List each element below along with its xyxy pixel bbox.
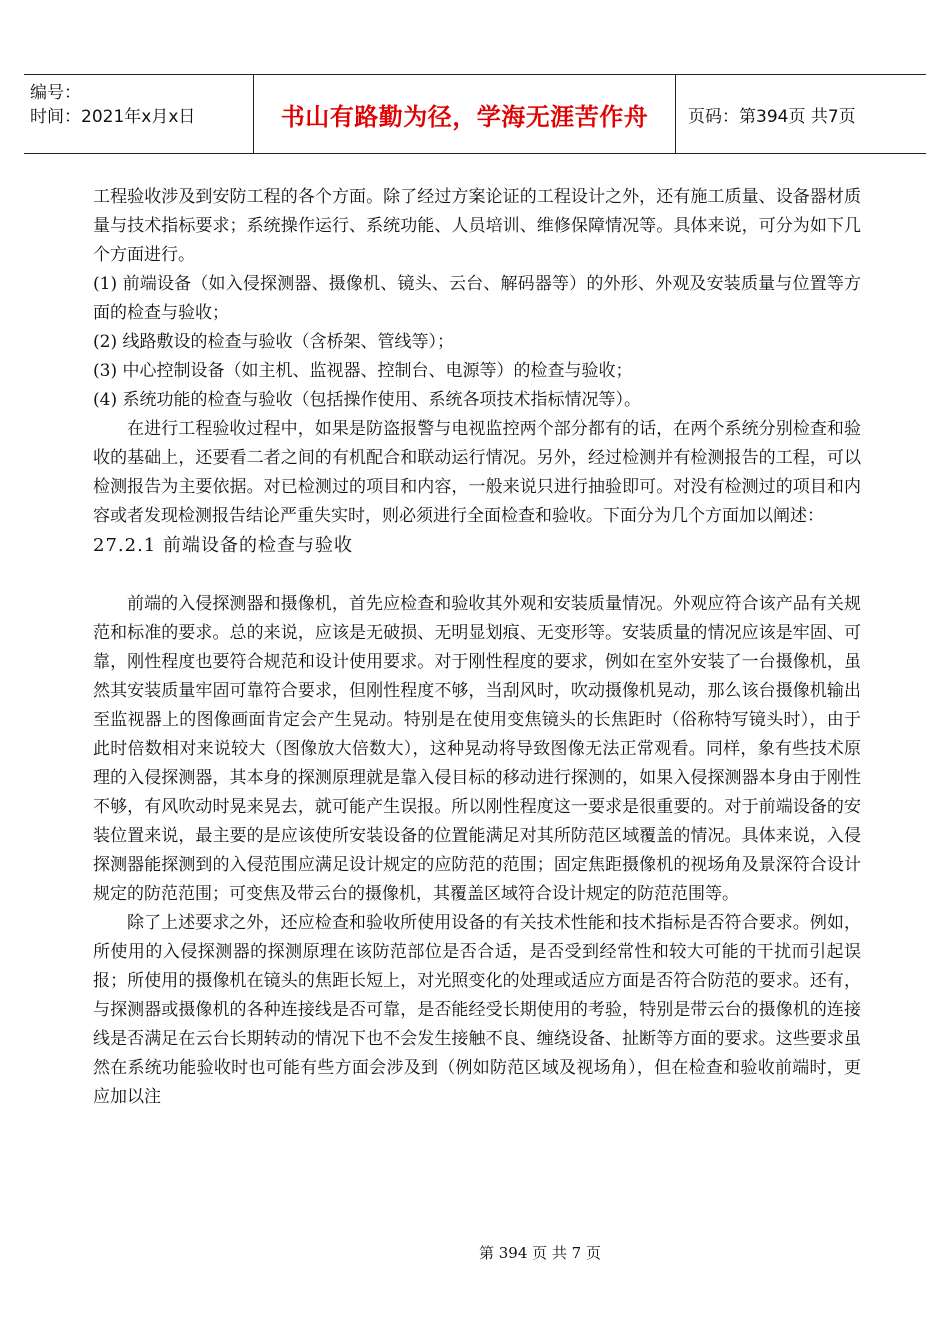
list-item: (4) 系统功能的检查与验收（包括操作使用、系统各项技术指标情况等）。 — [93, 390, 641, 410]
header-page-info: 页码：第394页 共7页 — [688, 106, 856, 127]
header-meta — [24, 75, 254, 153]
section-heading: 27.2.1 前端设备的检查与验收 — [93, 535, 353, 556]
page-footer: 第 394 页 共 7 页 — [478, 1244, 601, 1262]
page-header — [24, 74, 926, 154]
header-motto: 书山有路勤为径，学海无涯苦作舟 — [254, 75, 676, 153]
document-number-label: 编号： — [30, 83, 81, 103]
intro-paragraph: 工程验收涉及到安防工程的各个方面。除了经过方案论证的工程设计之外，还有施工质量、设备器材质量与技术指标要求；系统操作运行、系统功能、人员培训、维修保障情况等。具体来说，可分为如下几个方面进行。 — [93, 187, 861, 265]
list-item: (2) 线路敷设的检查与验收（含桥架、管线等）； — [93, 332, 454, 352]
body-paragraph: 前端的入侵探测器和摄像机，首先应检查和验收其外观和安装质量情况。外观应符合该产品有关规范和标准的要求。总的来说，应该是无破损、无明显划痕、无变形等。安装质量的情况应该是牢固、可靠，刚性程度也要符合规范和设计使用要求。对于刚性程度的要求，例如在室外安装了一台摄像机，虽然其安装质量牢固可靠符合要求，但刚性程度不够，当刮风时，吹动摄像机晃动，那么该台摄像机输出至监视器上的图像画面肯定会产生晃动。特别是在使用变焦镜头的长焦距时（俗称特写镜头时），由于此时倍数相对来说较大（图像放大倍数大），这种晃动将导致图像无法正常观看。同样，象有些技术原理的入侵探测器，其本身的探测原理就是靠入侵目标的移动进行探测的，如果入侵探测器本身由于刚性不够，有风吹动时晃来晃去，就可能产生误报。所以刚性程度这一要求是很重要的。对于前端设备的安装位置来说，最主要的是应该使所安装设备的位置能满足对其所防范区域覆盖的情况。具体来说，入侵探测器能探测到的入侵范围应满足设计规定的应防范的范围；固定焦距摄像机的视场角及景深符合设计规定的防范范围；可变焦及带云台的摄像机，其覆盖区域符合设计规定的防范范围等。 — [93, 594, 861, 904]
document-time-label: 时间：2021年x月x日 — [30, 107, 196, 127]
body-paragraph: 在进行工程验收过程中，如果是防盗报警与电视监控两个部分都有的话，在两个系统分别检查和验收的基础上，还要看二者之间的有机配合和联动运行情况。另外，经过检测并有检测报告的工程，可以检测报告为主要依据。对已检测过的项目和内容，一般来说只进行抽验即可。对没有检测过的项目和内容或者发现检测报告结论严重失实时，则必须进行全面检查和验收。下面分为几个方面加以阐述： — [93, 419, 861, 526]
body-paragraph: 除了上述要求之外，还应检查和验收所使用设备的有关技术性能和技术指标是否符合要求。例如，所使用的入侵探测器的探测原理在该防范部位是否合适，是否受到经常性和较大可能的干扰而引起误报；所使用的摄像机在镜头的焦距长短上，对光照变化的处理或适应方面是否符合防范的要求。还有，与探测器或摄像机的各种连接线是否可靠，是否能经受长期使用的考验，特别是带云台的摄像机的连接线是否满足在云台长期转动的情况下也不会发生接触不良、缠绕设备、扯断等方面的要求。这些要求虽然在系统功能验收时也可能有些方面会涉及到（例如防范区域及视场角），但在检查和验收前端时，更应加以注 — [93, 913, 861, 1107]
document-body — [93, 183, 861, 1112]
list-item: (3) 中心控制设备（如主机、监视器、控制台、电源等）的检查与验收； — [93, 361, 633, 381]
list-item: (1) 前端设备（如入侵探测器、摄像机、镜头、云台、解码器等）的外形、外观及安装质量与位置等方面的检查与验收； — [93, 274, 861, 323]
